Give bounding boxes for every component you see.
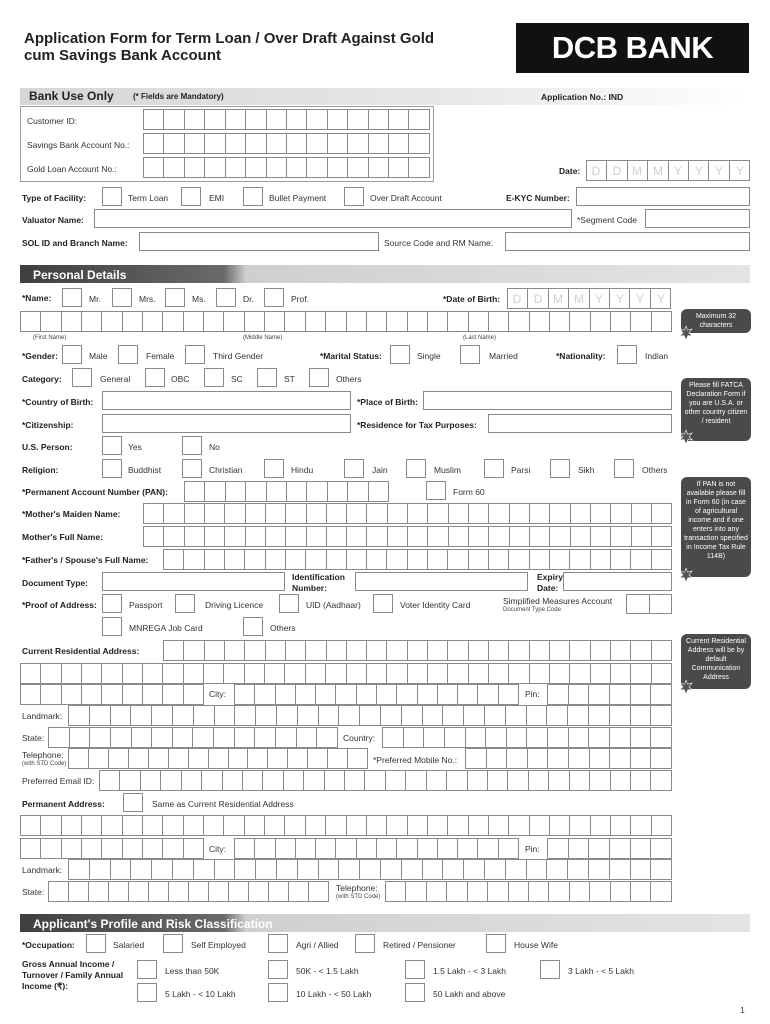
landmark-input[interactable] xyxy=(68,705,672,726)
bank-use-bar xyxy=(20,88,750,105)
proof-address-label: *Proof of Address: xyxy=(22,600,97,610)
us-person-label: U.S. Person: xyxy=(22,442,73,452)
third-gender-checkbox[interactable] xyxy=(185,345,205,364)
income-less-50k-checkbox[interactable] xyxy=(137,960,157,979)
pan-input[interactable] xyxy=(184,481,389,502)
dr-checkbox[interactable] xyxy=(216,288,236,307)
salaried-checkbox[interactable] xyxy=(86,934,106,953)
permanent-address-line1[interactable] xyxy=(20,815,672,836)
driving-licence-label: Driving Licence xyxy=(205,600,264,610)
place-of-birth-label: *Place of Birth: xyxy=(357,397,418,407)
expiry-input[interactable] xyxy=(563,572,672,591)
date-hint: Y xyxy=(714,164,723,178)
form60-checkbox[interactable] xyxy=(426,481,446,500)
income-label-2: Turnover / Family Annual xyxy=(22,970,124,980)
country-of-birth-label: *Country of Birth: xyxy=(22,397,94,407)
dob-hint: Y xyxy=(594,292,603,306)
buddhist-checkbox[interactable] xyxy=(102,459,122,478)
over-draft-checkbox[interactable] xyxy=(344,187,364,206)
emi-checkbox[interactable] xyxy=(181,187,201,206)
married-checkbox[interactable] xyxy=(460,345,480,364)
agri-allied-checkbox[interactable] xyxy=(268,934,288,953)
first-name-hint: (First Name) xyxy=(33,335,67,341)
permanent-std-hint: (with STD Code) xyxy=(336,894,381,900)
ms-checkbox[interactable] xyxy=(165,288,185,307)
same-as-current-checkbox[interactable] xyxy=(123,793,143,812)
ekyc-label: E-KYC Number: xyxy=(506,193,570,203)
customer-id-label: Customer ID: xyxy=(27,116,78,126)
indian-checkbox[interactable] xyxy=(617,345,637,364)
dr-label: Dr. xyxy=(243,294,254,304)
form-title-line1: Application Form for Term Loan / Over Draft Against Gold xyxy=(24,30,435,47)
poa-others-label: Others xyxy=(270,623,296,633)
parsi-checkbox[interactable] xyxy=(484,459,504,478)
uid-checkbox[interactable] xyxy=(279,594,299,613)
permanent-address-line2[interactable] xyxy=(20,838,204,859)
source-code-label: Source Code and RM Name: xyxy=(384,238,494,248)
gold-loan-account-label: Gold Loan Account No.: xyxy=(27,164,117,174)
uid-label: UID (Aadhaar) xyxy=(306,600,361,610)
doc-type-code-input[interactable] xyxy=(626,594,672,614)
female-label: Female xyxy=(146,351,175,361)
country-of-birth-input[interactable] xyxy=(102,391,351,410)
permanent-city-label: City: xyxy=(209,844,226,854)
term-loan-checkbox[interactable] xyxy=(102,187,122,206)
indian-label: Indian xyxy=(645,351,669,361)
citizenship-label: *Citizenship: xyxy=(22,420,74,430)
prof-label: Prof. xyxy=(291,294,309,304)
income-3l-5l-label: 3 Lakh - < 5 Lakh xyxy=(568,966,634,976)
state-label: State: xyxy=(22,733,45,743)
email-input[interactable] xyxy=(99,770,672,791)
permanent-pin-input[interactable] xyxy=(547,838,672,859)
muslim-checkbox[interactable] xyxy=(406,459,426,478)
income-5l-10l-checkbox[interactable] xyxy=(137,983,157,1002)
last-name-hint: (Last Name) xyxy=(463,335,497,341)
category-others-checkbox[interactable] xyxy=(309,368,329,387)
personal-details-header xyxy=(20,265,750,283)
voter-id-checkbox[interactable] xyxy=(373,594,393,613)
max-characters-note: Maximum 32 characters xyxy=(681,309,751,333)
buddhist-label: Buddhist xyxy=(128,465,162,475)
permanent-city-input[interactable] xyxy=(234,838,519,859)
retired-checkbox[interactable] xyxy=(355,934,375,953)
country-label: Country: xyxy=(343,733,376,743)
muslim-label: Muslim xyxy=(434,465,461,475)
date-hint: Y xyxy=(673,164,682,178)
simplified-measures-label: Simplified Measures Account xyxy=(503,596,613,606)
dob-hint: M xyxy=(553,292,563,306)
date-hint: Y xyxy=(694,164,703,178)
tax-residence-label: *Residence for Tax Purposes: xyxy=(357,420,477,430)
date-hint: Y xyxy=(735,164,744,178)
income-50k-1-5l-checkbox[interactable] xyxy=(268,960,288,979)
prof-checkbox[interactable] xyxy=(264,288,284,307)
fatca-note: Please fill FATCA Declaration Form if you are U.S.A. or other country citizen / resident xyxy=(681,378,751,441)
house-wife-checkbox[interactable] xyxy=(486,934,506,953)
current-address-line3[interactable] xyxy=(20,684,204,705)
dob-hint: D xyxy=(512,292,522,306)
us-person-no-checkbox[interactable] xyxy=(182,436,202,455)
religion-others-label: Others xyxy=(642,465,668,475)
income-less-50k-label: Less than 50K xyxy=(165,966,220,976)
permanent-landmark-label: Landmark: xyxy=(22,865,63,875)
city-label: City: xyxy=(209,689,226,699)
sol-label: SOL ID and Branch Name: xyxy=(22,238,128,248)
telephone-input[interactable] xyxy=(68,748,368,769)
driving-licence-checkbox[interactable] xyxy=(175,594,195,613)
dob-hint: Y xyxy=(615,292,624,306)
self-employed-label: Self Employed xyxy=(191,940,246,950)
sikh-checkbox[interactable] xyxy=(550,459,570,478)
current-address-note: Current Residential Address will be by default Communication Address xyxy=(681,634,751,689)
bullet-payment-label: Bullet Payment xyxy=(269,193,327,203)
starburst-icon xyxy=(679,568,693,582)
passport-label: Passport xyxy=(129,600,163,610)
date-hint: D xyxy=(591,164,601,178)
citizenship-input[interactable] xyxy=(102,414,351,433)
ekyc-input[interactable] xyxy=(576,187,750,206)
retired-label: Retired / Pensioner xyxy=(383,940,456,950)
id-number-label-2: Number: xyxy=(292,583,327,593)
mrs-checkbox[interactable] xyxy=(112,288,132,307)
pan-note: If PAN is not available please fill in Form 60 (in case of agricultural income and if one enters into any transaction specified in Income Tax Rule 114B) xyxy=(681,477,751,577)
father-spouse-label: *Father's / Spouse's Full Name: xyxy=(22,555,149,565)
permanent-state-label: State: xyxy=(22,887,45,897)
full-name-input[interactable] xyxy=(20,311,672,332)
std-code-hint: (with STD Code) xyxy=(22,761,67,767)
pin-label: Pin: xyxy=(525,689,540,699)
mother-maiden-input[interactable] xyxy=(143,503,672,524)
mother-full-input[interactable] xyxy=(143,526,672,547)
jain-checkbox[interactable] xyxy=(344,459,364,478)
savings-account-label: Savings Bank Account No.: xyxy=(27,140,130,150)
us-person-yes-label: Yes xyxy=(128,442,142,452)
income-1-5l-3l-checkbox[interactable] xyxy=(405,960,425,979)
source-code-input[interactable] xyxy=(505,232,750,251)
dob-hint: D xyxy=(533,292,543,306)
date-label: Date: xyxy=(559,166,581,176)
dob-hint: Y xyxy=(656,292,665,306)
permanent-pin-label: Pin: xyxy=(525,844,540,854)
christian-label: Christian xyxy=(209,465,243,475)
single-label: Single xyxy=(417,351,441,361)
category-label: Category: xyxy=(22,374,62,384)
mandatory-note: (* Fields are Mandatory) xyxy=(133,92,224,101)
telephone-label: Telephone: xyxy=(22,750,64,760)
poa-others-checkbox[interactable] xyxy=(243,617,263,636)
female-checkbox[interactable] xyxy=(118,345,138,364)
tax-residence-input[interactable] xyxy=(488,414,672,433)
name-label: *Name: xyxy=(22,293,52,303)
permanent-state-input[interactable] xyxy=(48,881,329,902)
landmark-label: Landmark: xyxy=(22,711,63,721)
segment-label: *Segment Code xyxy=(577,215,638,225)
place-of-birth-input[interactable] xyxy=(423,391,672,410)
segment-input[interactable] xyxy=(645,209,750,228)
salaried-label: Salaried xyxy=(113,940,145,950)
income-50k-1-5l-label: 50K - < 1.5 Lakh xyxy=(296,966,359,976)
income-label-3: Income (₹): xyxy=(22,981,69,991)
term-loan-label: Term Loan xyxy=(128,193,169,203)
sc-checkbox[interactable] xyxy=(204,368,224,387)
religion-others-checkbox[interactable] xyxy=(614,459,634,478)
single-checkbox[interactable] xyxy=(390,345,410,364)
income-label-1: Gross Annual Income / xyxy=(22,959,115,969)
mobile-input[interactable] xyxy=(465,748,672,769)
bank-logo: DCB BANK xyxy=(516,23,749,73)
starburst-icon xyxy=(679,326,693,340)
id-number-input[interactable] xyxy=(355,572,528,591)
current-address-line2[interactable] xyxy=(20,663,672,684)
gold-loan-account-input[interactable] xyxy=(143,157,430,178)
mr-label: Mr. xyxy=(89,294,101,304)
date-hint: D xyxy=(612,164,622,178)
bullet-payment-checkbox[interactable] xyxy=(243,187,263,206)
father-spouse-input[interactable] xyxy=(163,549,672,570)
nationality-label: *Nationality: xyxy=(556,351,606,361)
application-no: Application No.: IND xyxy=(541,92,624,102)
permanent-landmark-input[interactable] xyxy=(68,859,672,880)
third-gender-label: Third Gender xyxy=(213,351,264,361)
category-others-label: Others xyxy=(336,374,362,384)
sc-label: SC xyxy=(231,374,243,384)
mr-checkbox[interactable] xyxy=(62,288,82,307)
us-person-yes-checkbox[interactable] xyxy=(102,436,122,455)
expiry-label: Expiry xyxy=(537,572,563,582)
obc-checkbox[interactable] xyxy=(145,368,165,387)
document-type-label: Document Type: xyxy=(22,578,88,588)
personal-details-title: Personal Details xyxy=(33,268,127,282)
profile-title: Applicant's Profile and Risk Classification xyxy=(33,917,273,931)
male-label: Male xyxy=(89,351,108,361)
doc-type-code-label: Document Type Code xyxy=(503,607,561,613)
nrega-checkbox[interactable] xyxy=(102,617,122,636)
st-label: ST xyxy=(284,374,295,384)
dob-hint: M xyxy=(574,292,584,306)
jain-label: Jain xyxy=(372,465,388,475)
pin-input[interactable] xyxy=(547,684,672,705)
obc-label: OBC xyxy=(171,374,190,384)
st-checkbox[interactable] xyxy=(257,368,277,387)
permanent-telephone-label: Telephone: xyxy=(336,883,378,893)
date-hint: M xyxy=(653,164,663,178)
us-person-no-label: No xyxy=(209,442,220,452)
income-3l-5l-checkbox[interactable] xyxy=(540,960,560,979)
income-5l-10l-label: 5 Lakh - < 10 Lakh xyxy=(165,989,236,999)
mother-maiden-label: *Mother's Maiden Name: xyxy=(22,509,121,519)
house-wife-label: House Wife xyxy=(514,940,558,950)
savings-account-input[interactable] xyxy=(143,133,430,154)
valuator-input[interactable] xyxy=(94,209,572,228)
pan-label: *Permanent Account Number (PAN): xyxy=(22,487,168,497)
permanent-telephone-input[interactable] xyxy=(385,881,672,902)
passport-checkbox[interactable] xyxy=(102,594,122,613)
parsi-label: Parsi xyxy=(511,465,531,475)
income-1-5l-3l-label: 1.5 Lakh - < 3 Lakh xyxy=(433,966,507,976)
income-50l-above-label: 50 Lakh and above xyxy=(433,989,506,999)
christian-checkbox[interactable] xyxy=(182,459,202,478)
id-number-label: Identification xyxy=(292,572,345,582)
profile-header xyxy=(20,914,750,932)
customer-id-input[interactable] xyxy=(143,109,430,130)
dob-label: *Date of Birth: xyxy=(443,294,501,304)
same-as-current-label: Same as Current Residential Address xyxy=(152,799,294,809)
bank-use-heading: Bank Use Only xyxy=(29,89,114,103)
form-title-line2: cum Savings Bank Account xyxy=(24,47,221,64)
agri-allied-label: Agri / Allied xyxy=(296,940,339,950)
voter-id-label: Voter Identity Card xyxy=(400,600,471,610)
mrs-label: Mrs. xyxy=(139,294,156,304)
permanent-address-label: Permanent Address: xyxy=(22,799,105,809)
male-checkbox[interactable] xyxy=(62,345,82,364)
income-10l-50l-checkbox[interactable] xyxy=(268,983,288,1002)
dob-hint: Y xyxy=(635,292,644,306)
general-checkbox[interactable] xyxy=(72,368,92,387)
facility-label: Type of Facility: xyxy=(22,193,87,203)
city-input[interactable] xyxy=(234,684,519,705)
sol-input[interactable] xyxy=(139,232,379,251)
sikh-label: Sikh xyxy=(578,465,595,475)
valuator-label: Valuator Name: xyxy=(22,215,84,225)
income-10l-50l-label: 10 Lakh - < 50 Lakh xyxy=(296,989,372,999)
self-employed-checkbox[interactable] xyxy=(163,934,183,953)
general-label: General xyxy=(100,374,131,384)
nrega-label: MNREGA Job Card xyxy=(129,623,203,633)
hindu-label: Hindu xyxy=(291,465,314,475)
expiry-label-2: Date: xyxy=(537,583,559,593)
starburst-icon xyxy=(679,680,693,694)
email-label: Preferred Email ID: xyxy=(22,776,95,786)
ms-label: Ms. xyxy=(192,294,206,304)
middle-name-hint: (Middle Name) xyxy=(243,335,283,341)
starburst-icon xyxy=(679,430,693,444)
income-50l-above-checkbox[interactable] xyxy=(405,983,425,1002)
form60-label: Form 60 xyxy=(453,487,485,497)
married-label: Married xyxy=(489,351,518,361)
country-input[interactable] xyxy=(382,727,672,748)
hindu-checkbox[interactable] xyxy=(264,459,284,478)
current-address-label: Current Residential Address: xyxy=(22,646,140,656)
state-input[interactable] xyxy=(48,727,338,748)
religion-label: Religion: xyxy=(22,465,59,475)
over-draft-label: Over Draft Account xyxy=(370,193,442,203)
date-hint: M xyxy=(632,164,642,178)
occupation-label: *Occupation: xyxy=(22,940,75,950)
mobile-label: *Preferred Mobile No.: xyxy=(373,755,458,765)
marital-label: *Marital Status: xyxy=(320,351,382,361)
page-number: 1 xyxy=(740,1005,745,1015)
current-address-line1[interactable] xyxy=(163,640,672,661)
mother-full-label: Mother's Full Name: xyxy=(22,532,103,542)
emi-label: EMI xyxy=(209,193,225,203)
gender-label: *Gender: xyxy=(22,351,58,361)
document-type-input[interactable] xyxy=(102,572,285,591)
